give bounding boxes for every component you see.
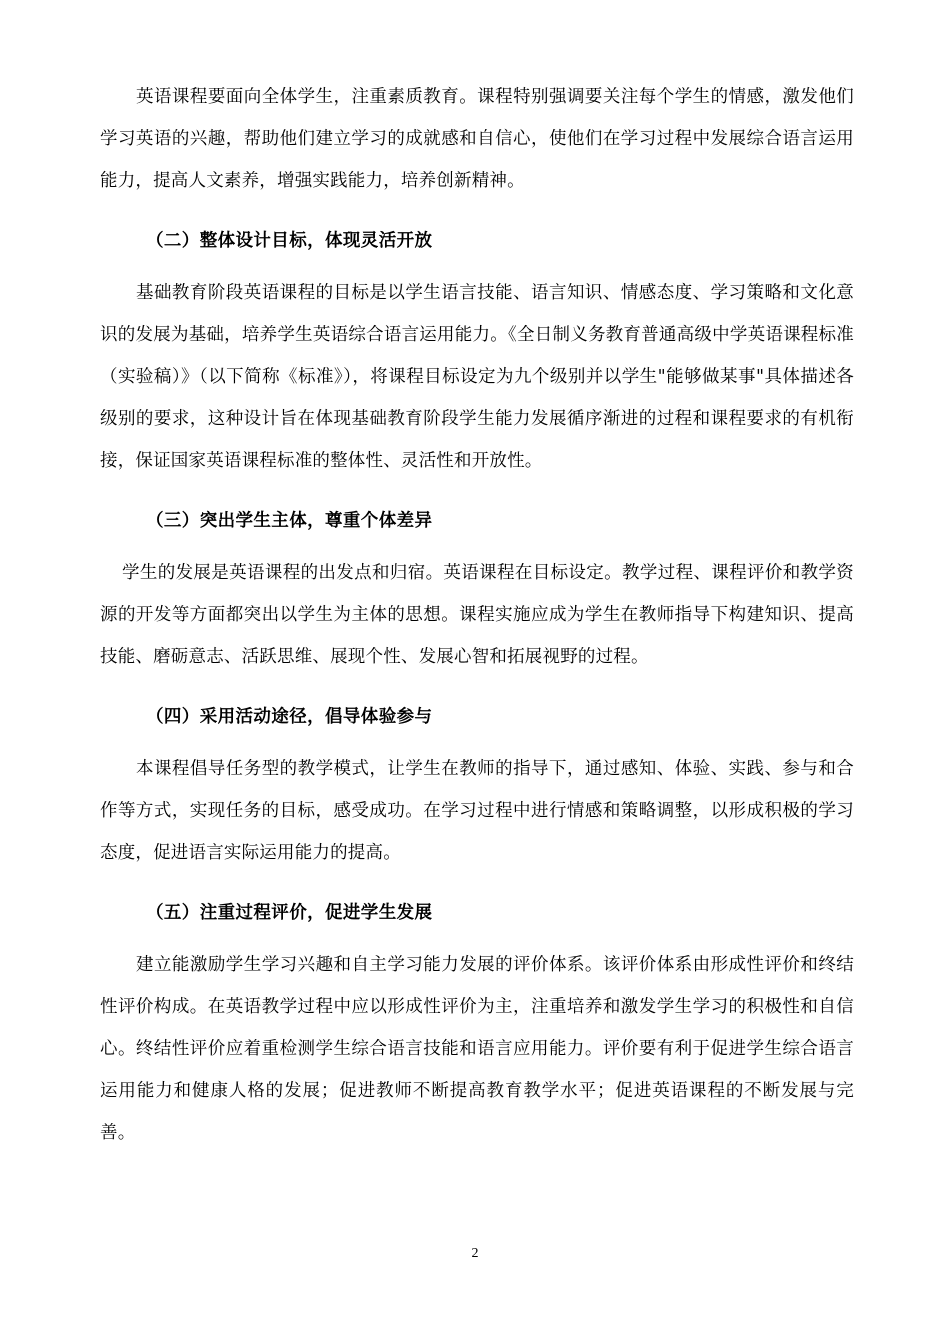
section-heading-4: （四）采用活动途径，倡导体验参与: [146, 707, 433, 727]
section-paragraph-3: 学生的发展是英语课程的出发点和归宿。英语课程在目标设定。教学过程、课程评价和教学资源的开发等方面都突出以学生为主体的思想。课程实施应成为学生在教师指导下构建知识、提高技能、磨砺意志、活跃思维、展现个性、发展心智和拓展视野的过程。: [100, 563, 854, 667]
section-paragraph-2: 基础教育阶段英语课程的目标是以学生语言技能、语言知识、情感态度、学习策略和文化意识的发展为基础，培养学生英语综合语言运用能力。《全日制义务教育普通高级中学英语课程标准（实验稿）》（以下简称《标准》），将课程目标设定为九个级别并以学生"能够做某事"具体描述各级别的要求，这种设计旨在体现基础教育阶段学生能力发展循序渐进的过程和课程要求的有机衔接，保证国家英语课程标准的整体性、灵活性和开放性。: [100, 283, 854, 471]
page-number: 2: [471, 1246, 479, 1261]
section-heading-2: （二）整体设计目标，体现灵活开放: [146, 231, 433, 251]
intro-paragraph: 英语课程要面向全体学生，注重素质教育。课程特别强调要关注每个学生的情感，激发他们学习英语的兴趣，帮助他们建立学习的成就感和自信心，使他们在学习过程中发展综合语言运用能力，提高人文素养，增强实践能力，培养创新精神。: [100, 87, 854, 191]
section-paragraph-5: 建立能激励学生学习兴趣和自主学习能力发展的评价体系。该评价体系由形成性评价和终结性评价构成。在英语教学过程中应以形成性评价为主，注重培养和激发学生学习的积极性和自信心。终结性评价应着重检测学生综合语言技能和语言应用能力。评价要有利于促进学生综合语言运用能力和健康人格的发展；促进教师不断提高教育教学水平；促进英语课程的不断发展与完善。: [100, 955, 854, 1143]
section-heading-3: （三）突出学生主体，尊重个体差异: [146, 511, 433, 531]
section-paragraph-4: 本课程倡导任务型的教学模式，让学生在教师的指导下，通过感知、体验、实践、参与和合作等方式，实现任务的目标，感受成功。在学习过程中进行情感和策略调整，以形成积极的学习态度，促进语言实际运用能力的提高。: [100, 759, 854, 863]
section-heading-5: （五）注重过程评价，促进学生发展: [146, 903, 433, 923]
document-page: [100, 76, 854, 1154]
